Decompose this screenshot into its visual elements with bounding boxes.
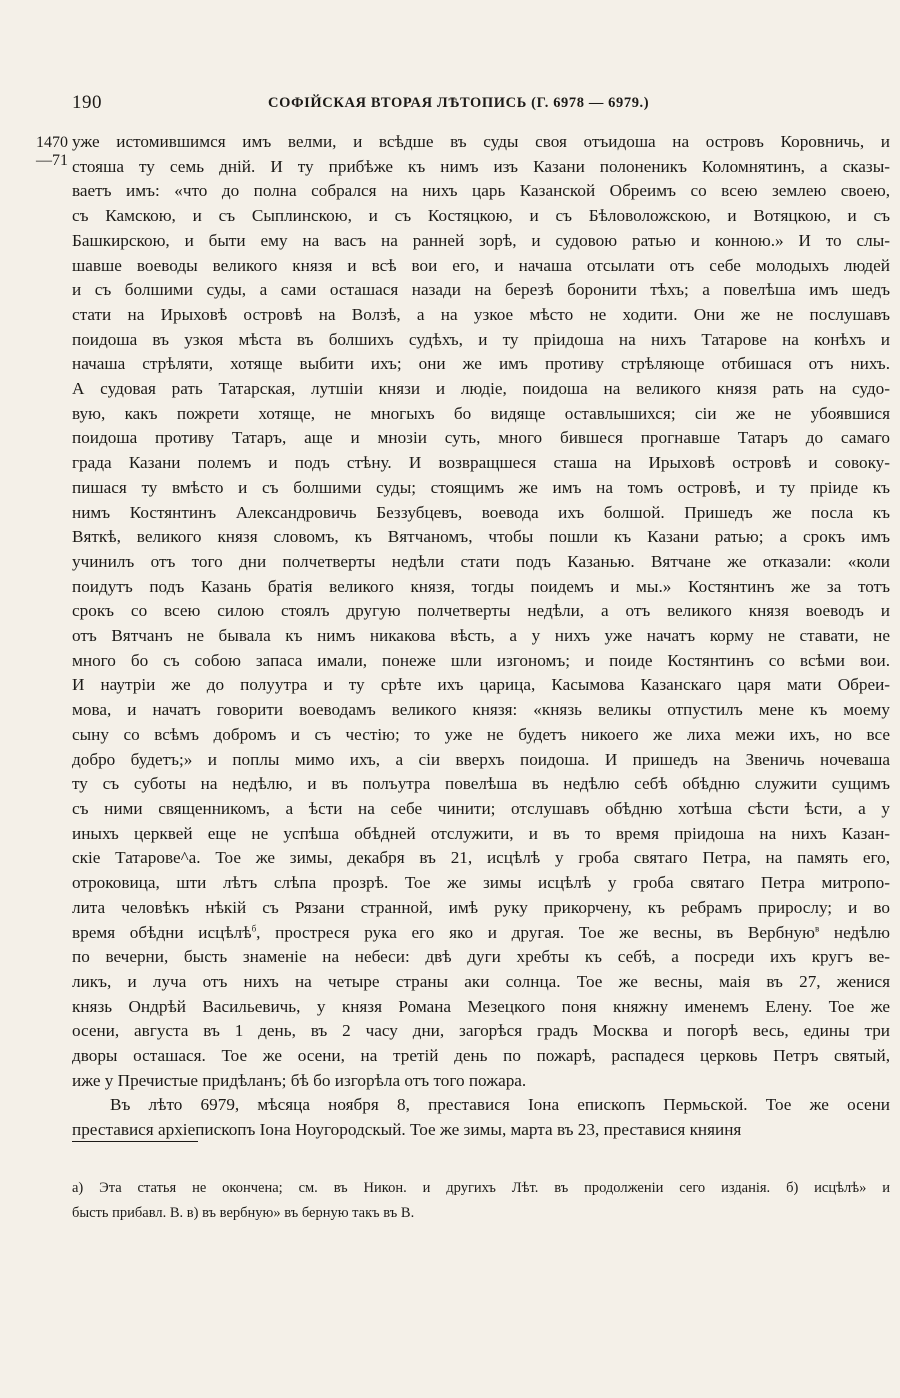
- margin-year-top: 1470: [36, 134, 68, 151]
- text-line: и съ болшими суды, а сами осташася назади на березѣ боронити тѣхъ; а повелѣша имъ шедъ: [72, 280, 890, 300]
- text-line: князь Ондрѣй Васильевичь, у князя Романа Мезецкого поня княжну именемъ Елену. Тое же: [72, 996, 890, 1016]
- text-line: поидутъ подъ Казань братiя великого князя, тогды поидемъ и мы.» Костянтинъ же за тотъ: [72, 576, 890, 596]
- text-line: поидоша противу Татаръ, аще и мнозiи суть, много бившеся прогнавше Татаръ до самаго: [72, 428, 890, 448]
- text-line: съ Камскою, и съ Сыплинскою, и съ Костяцкою, и съ Бѣловоложскою, и Вотяцкою, и съ: [72, 206, 890, 226]
- text-line: преставися архiепископъ Iона Ноугородскый. Тое же зимы, марта въ 23, преставися княиня: [72, 1120, 742, 1140]
- text-line: время обѣдни исцѣлѣ$^б$, простреся рука его яко и другая. Тое же весны, въ Вербную$^в$ недѣлю: [72, 922, 890, 942]
- text-line: ту съ суботы на недѣлю, и въ полъутра повелѣша въ недѣлю себѣ обѣдню служити сущимъ: [72, 774, 890, 794]
- text-line: по вечерни, бысть знаменiе на небеси: двѣ дуги хребты къ себѣ, а посреди ихъ кругъ ве-: [72, 947, 890, 967]
- running-head: СОФІЙСКАЯ ВТОРАЯ ЛѢТОПИСЬ (Г. 6978 — 6979.): [268, 95, 650, 111]
- text-line: Вяткѣ, великого князя словомъ, къ Вятчаномъ, чтобы пошли къ Казани ратью; а срокъ имъ: [72, 527, 890, 547]
- page-number: 190: [72, 92, 102, 113]
- text-line: лита человѣкъ нѣкiй съ Рязани странной, имѣ руку прикорчену, къ ребрамъ прирослу; и во: [72, 897, 890, 917]
- text-line: уже истомившимся имъ велми, и всѣдше въ суды своя отъидоша на островъ Коровничь, и: [72, 132, 890, 151]
- text-line: отъ Вятчанъ не бывала къ нимъ никакова вѣсть, а у нихъ уже начатъ корму не ставати, не: [72, 626, 890, 646]
- text-line: отроковица, шти лѣтъ слѣпа прозрѣ. Тое же зимы исцѣлѣ у гроба святаго Петра митропо-: [72, 873, 890, 893]
- text-line: скiе Татарове^a. Тое же зимы, декабря въ 21, исцѣлѣ у гроба святаго Петра, на память его,: [72, 848, 890, 868]
- text-line: иныхъ церквей еще не успѣша обѣдней отслужити, и въ то время прiидоша на нихъ Казан-: [72, 823, 890, 843]
- text-line: начаша стрѣляти, хотяще выбити ихъ; они же имъ противу стрѣляюще отбишася отъ нихъ.: [72, 354, 890, 374]
- chronicle-body-text: [72, 130, 890, 1143]
- text-line: сыну со всѣмъ добромъ и съ честiю; то уже не будетъ никоего же лиха межи ихъ, но все: [72, 724, 890, 744]
- text-line: Башкирскою, и быти ему на васъ на ранней зорѣ, и судовою ратью и конною.» И то слы-: [72, 230, 890, 250]
- text-line: срокъ со всею силою стоялъ другую полчетверты недѣли, а отъ великого князя воеводъ и: [72, 601, 890, 621]
- text-line: много бо съ собою запаса имали, понеже шли изгономъ; и поиде Костянтинъ со всѣми вои.: [72, 650, 890, 670]
- text-line: учинилъ отъ того дни полчетверты недѣли стати подъ Казанью. Вятчане же отказали: «коли: [72, 551, 890, 571]
- text-line: шавше воеводы великого князя и всѣ вои его, и начаша отсылати отъ себе молодыхъ людей: [72, 255, 890, 275]
- text-line: вую, какъ пожрети хотяще, не многыхъ бо видяще оставлышихся; сiи же не убоявшися: [72, 403, 890, 423]
- footnote-line: а) Эта статья не окончена; см. въ Никон. и другихъ Лѣт. въ продолженіи сего изданія. б) исцѣлѣ» и: [72, 1180, 890, 1196]
- margin-year-bottom: —71: [36, 152, 68, 169]
- text-line: добро будетъ;» и поплы мимо ихъ, а сiи вверхъ поидоша. И пришедъ на Звеничь ночеваша: [72, 749, 890, 769]
- text-line: поидоша въ узкоя мѣста въ болшихъ судѣхъ, и ту прiидоша на нихъ Татарове на конѣхъ и: [72, 329, 890, 349]
- text-line: пишася ту вмѣсто и съ болшими суды; стоящимъ же имъ на томъ островѣ, и ту прiиде къ: [72, 477, 890, 497]
- text-line: ликъ, и луча отъ нихъ на четыре страны аки солнца. Тое же весны, маiя въ 27, женися: [72, 971, 890, 991]
- text-line: осени, августа въ 1 день, въ 2 часу дни, загорѣся градъ Москва и погорѣ весь, едины три: [72, 1021, 890, 1041]
- footnote-line: бысть прибавл. В. в) въ вербную» въ берную такъ въ В.: [72, 1205, 415, 1221]
- text-line: И наутрiи же до полуутра и ту срѣте ихъ царица, Касымова Казанскаго царя мати Обреи-: [72, 675, 890, 695]
- footnotes: [72, 1176, 890, 1226]
- text-line: града Казани полемъ и подъ стѣну. И возвращшеся сташа на Ирыховѣ островѣ и совоку-: [72, 453, 890, 473]
- text-line: Въ лѣто 6979, мѣсяца ноября 8, преставися Iона епископъ Пермьской. Тое же осени: [110, 1095, 890, 1115]
- text-line: ваетъ имъ: «что до полна собрался на нихъ царь Казанской Обреимъ со всею землею своею,: [72, 181, 890, 201]
- text-line: иже у Пречистые придѣланъ; бѣ бо изгорѣла отъ того пожара.: [72, 1070, 527, 1090]
- text-line: нимъ Костянтинъ Александровичь Беззубцевъ, воевода ихъ болшой. Пришедъ же посла къ: [72, 502, 890, 522]
- footnote-divider: [72, 1141, 198, 1142]
- text-line: А судовая рать Татарская, лутшiи князи и людiе, поидоша на великого князя рать на судо-: [72, 379, 890, 399]
- text-line: съ ними священникомъ, а ѣсти на себе чинити; отслушавъ обѣдню хотѣша сѣсти ѣсти, а у: [72, 798, 890, 818]
- text-line: мова, и начатъ говорити воеводамъ великого князя: «князь великы отпустилъ мене къ моему: [72, 700, 890, 720]
- text-line: стояша ту семь днiй. И ту прибѣже къ нимъ изъ Казани полоненикъ Коломнятинъ, а сказы-: [72, 156, 890, 176]
- text-line: стати на Ирыховѣ островѣ на Волзѣ, а на узкое мѣсто не ходити. Они же не послушавъ: [72, 304, 890, 324]
- text-line: дворы осташася. Тое же осени, на третiй день по пожарѣ, распадеся церковь Петръ святый,: [72, 1046, 890, 1066]
